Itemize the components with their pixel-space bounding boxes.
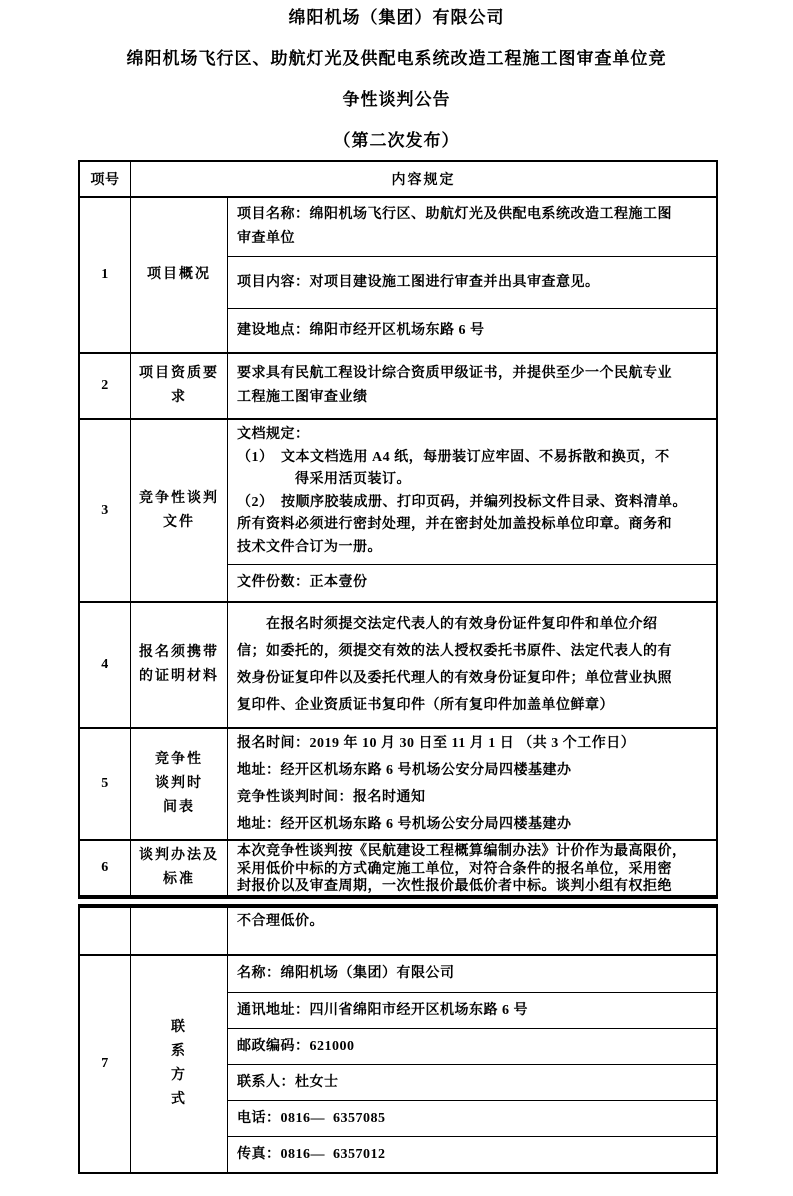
item-title-line: 标准 — [163, 872, 195, 887]
text-line: 得采用活页装订。 — [237, 472, 411, 487]
text-line: 建设地点：绵阳市经开区机场东路 6 号 — [237, 322, 485, 338]
item-title-line: 联 — [171, 1020, 187, 1035]
item-title-line: 竞争性谈判 — [139, 490, 219, 506]
header-content-spec: 内容规定 — [391, 173, 456, 188]
table-row-7 — [80, 954, 716, 1172]
item-number: 1 — [80, 198, 131, 352]
doc-subtitle-line-2: 争性谈判公告 — [342, 90, 451, 109]
content-column — [228, 729, 716, 839]
content-cell — [228, 198, 716, 256]
text-line: 通讯地址：四川省绵阳市经开区机场东路 6 号 — [237, 1002, 528, 1018]
item-title-line: 求 — [171, 390, 187, 405]
content-cell — [228, 603, 716, 727]
item-title-line: 间表 — [163, 800, 195, 815]
doc-release-note: （第二次发布） — [333, 131, 460, 150]
item-number: 6 — [80, 841, 131, 895]
text-line: 联系人：杜女士 — [237, 1074, 339, 1090]
table-row-6-continuation — [80, 908, 716, 954]
content-cell — [228, 308, 716, 352]
table-row-5 — [80, 727, 716, 839]
table-section-upper — [78, 160, 718, 899]
content-cell — [228, 1064, 716, 1100]
table-row-2 — [80, 352, 716, 418]
content-column — [228, 956, 716, 1172]
content-column — [228, 908, 716, 954]
content-column — [228, 420, 716, 601]
content-column — [228, 198, 716, 352]
item-title-line: 谈判办法及 — [139, 848, 219, 863]
text-line: （2） 按顺序胶装成册、打印页码，并编列投标文件目录、资料清单。 — [237, 494, 687, 510]
text-line: 复印件、企业资质证书复印件（所有复印件加盖单位鲜章） — [237, 698, 614, 713]
content-column — [228, 841, 716, 895]
text-line: 要求具有民航工程设计综合资质甲级证书，并提供至少一个民航专业 — [237, 366, 672, 381]
item-number: 4 — [80, 603, 131, 727]
content-cell — [228, 564, 716, 601]
text-line: 本次竞争性谈判按《民航建设工程概算编制办法》计价作为最高限价， — [237, 844, 687, 859]
item-title — [131, 354, 228, 418]
text-line: 传真：0816— 6357012 — [237, 1146, 386, 1162]
content-cell — [228, 1136, 716, 1172]
item-title — [131, 729, 228, 839]
item-number: 7 — [80, 956, 131, 1172]
text-line: 所有资料必须进行密封处理，并在密封处加盖投标单位印章。商务和 — [237, 517, 672, 532]
text-line: 技术文件合订为一册。 — [237, 539, 382, 555]
text-line: 电话：0816— 6357085 — [237, 1110, 386, 1126]
table-row-4 — [80, 601, 716, 727]
table-section-lower — [78, 904, 718, 1174]
doc-title: 绵阳机场（集团）有限公司 — [288, 8, 505, 27]
text-line: 邮政编码：621000 — [237, 1038, 355, 1054]
item-title-empty — [131, 908, 228, 954]
item-title-line: 的证明材料 — [139, 669, 219, 684]
content-cell — [228, 729, 716, 839]
table-row-3 — [80, 418, 716, 601]
text-line: 名称：绵阳机场（集团）有限公司 — [237, 966, 455, 981]
text-line: 项目内容：对项目建设施工图进行审查并出具审查意见。 — [237, 274, 600, 290]
item-title-line: 谈判时 — [155, 776, 203, 791]
item-title-line: 报名须携带 — [139, 645, 219, 660]
content-cell — [228, 908, 716, 954]
text-line: 信；如委托的，须提交有效的法人授权委托书原件、法定代表人的有 — [237, 644, 672, 659]
text-line: 文档规定： — [237, 427, 310, 442]
title-block — [0, 0, 793, 153]
item-title-line: 竞争性 — [155, 752, 203, 767]
content-cell — [228, 256, 716, 308]
item-title-line: 式 — [171, 1092, 187, 1107]
item-title-line: 系 — [171, 1044, 187, 1059]
text-line: 在报名时须提交法定代表人的有效身份证件复印件和单位介绍 — [237, 617, 658, 632]
text-line: 竞争性谈判时间：报名时通知 — [237, 790, 426, 805]
item-title-line: 方 — [171, 1068, 187, 1083]
item-number: 2 — [80, 354, 131, 418]
text-line: （1） 文本文档选用 A4 纸，每册装订应牢固、不易拆散和换页，不 — [237, 449, 670, 465]
text-line: 审查单位 — [237, 231, 295, 246]
content-cell — [228, 992, 716, 1028]
content-column — [228, 603, 716, 727]
text-line: 工程施工图审查业绩 — [237, 390, 368, 405]
item-title — [131, 420, 228, 601]
text-line: 不合理低价。 — [237, 914, 324, 929]
item-title — [131, 603, 228, 727]
table-row-6 — [80, 839, 716, 895]
text-line: 项目名称：绵阳机场飞行区、助航灯光及供配电系统改造工程施工图 — [237, 207, 672, 222]
content-column — [228, 354, 716, 418]
text-line: 地址：经开区机场东路 6 号机场公安分局四楼基建办 — [237, 817, 572, 832]
content-cell — [228, 956, 716, 992]
content-cell — [228, 841, 716, 895]
item-number: 5 — [80, 729, 131, 839]
text-line: 效身份证复印件以及委托代理人的有效身份证复印件；单位营业执照 — [237, 671, 672, 686]
content-cell — [228, 420, 716, 564]
content-cell — [228, 354, 716, 418]
item-title-line: 文件 — [163, 514, 195, 530]
table-row-1 — [80, 196, 716, 352]
text-line: 地址：经开区机场东路 6 号机场公安分局四楼基建办 — [237, 763, 572, 778]
text-line: 采用低价中标的方式确定施工单位，对符合条件的报名单位，采用密 — [237, 861, 672, 877]
text-line: 报名时间：2019 年 10 月 30 日至 11 月 1 日 （共 3 个工作日） — [237, 736, 636, 751]
doc-subtitle-line-1: 绵阳机场飞行区、助航灯光及供配电系统改造工程施工图审查单位竞 — [126, 49, 667, 68]
item-number: 3 — [80, 420, 131, 601]
content-cell — [228, 1100, 716, 1136]
content-cell — [228, 1028, 716, 1064]
item-number-empty — [80, 908, 131, 954]
item-title — [131, 198, 228, 352]
text-line: 封报价以及审查周期，一次性报价最低价者中标。谈判小组有权拒绝 — [237, 879, 672, 894]
item-title — [131, 956, 228, 1172]
item-title — [131, 841, 228, 895]
table-header-row — [80, 162, 716, 196]
item-title-line: 项目资质要 — [139, 366, 219, 381]
item-title-line: 项目概况 — [147, 267, 211, 282]
announcement-table — [78, 160, 718, 1174]
text-line: 文件份数：正本壹份 — [237, 575, 368, 590]
header-item-number: 项号 — [80, 162, 131, 196]
